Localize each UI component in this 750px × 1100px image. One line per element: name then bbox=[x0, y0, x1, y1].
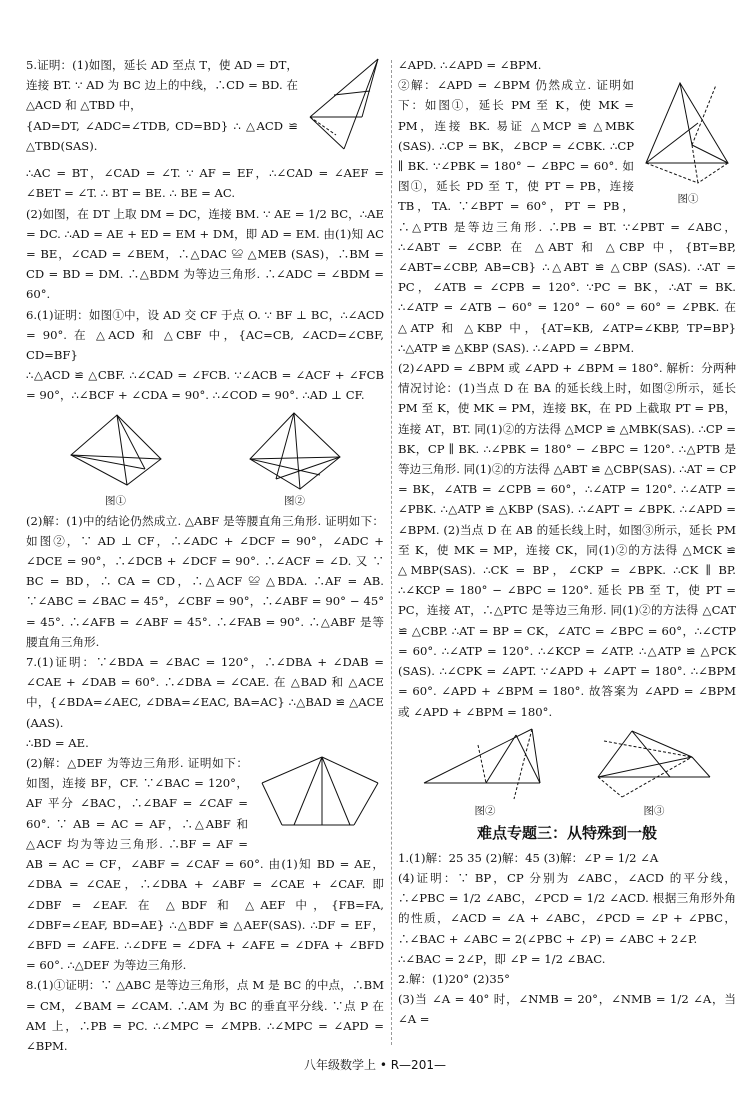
triangle-diagram-7 bbox=[254, 753, 384, 833]
answer-6-part1: 6.(1)证明：如图①中，设 AD 交 CF 于点 O. ∵ BF ⊥ BC，∴∠ACD = 90°. 在 △ACD 和 △CBF 中，{AC=CB, ∠ACD=∠CBF, CD=BF} bbox=[26, 307, 384, 363]
triangle-diagram-8-2 bbox=[420, 725, 550, 805]
triangle-diagram-8-1 bbox=[640, 75, 736, 193]
section-item-4: 2.解：(1)20° (2)35° bbox=[398, 971, 510, 986]
answer-5-part2: (2)如图，在 DT 上取 DM = DC，连接 BM. ∵ AE = 1/2 BC，∴AE = DC. ∴AD = AE + ED = EM + DM，即 AD = EM. 由(1)知 AC = BE，∠CAD = ∠BEM，∴△DAC ≌ △MEB (SAS)，∴BM = CD = BD = DM. ∴△BDM 为等边三角形. ∴∠ADC = ∠BDM = 60°. bbox=[26, 206, 384, 302]
right-column bbox=[398, 55, 736, 1030]
figure-8-2-caption: 图② bbox=[474, 804, 496, 817]
answer-8-part1: 8.(1)①证明：∵ △ABC 是等边三角形，点 M 是 BC 的中点，∴BM = CM，∠BAM = ∠CAM. ∴AM 为 BC 的垂直平分线. ∵点 P 在 AM 上，∴PB = PC. ∴∠MPC = ∠MPB. ∴∠MPC = ∠APD = ∠BPM. bbox=[26, 978, 384, 1053]
section-item-1: 1.(1)解：25 35 (2)解：45 (3)解：∠P = 1/2 ∠A bbox=[398, 850, 659, 865]
figure-6-1 bbox=[61, 409, 171, 508]
left-column bbox=[26, 55, 384, 1056]
answer-6-conclusion: ∴△ACD ≌ △CBF. ∴∠CAD = ∠FCB. ∵∠ACB = ∠ACF + ∠FCB = 90°，∴∠BCF + ∠CDA = 90°. ∴∠COD = 90°. ∴AD ⊥ CF. bbox=[26, 368, 384, 403]
answer-7-result: ∴BD = AE. bbox=[26, 735, 89, 750]
figure-6-2 bbox=[240, 409, 350, 508]
square-diagram-6-1 bbox=[61, 409, 171, 495]
figure-problem-7 bbox=[254, 753, 384, 839]
figure-8-1-caption: 图① bbox=[677, 193, 699, 206]
answer-7-part2: (2)解：△DEF 为等边三角形. 证明如下：如图，连接 BF，CF. ∵∠BAC = 120°，AF 平分 ∠BAC，∴∠BAF = ∠CAF = 60°. ∵ AB = AC = AF，∴△ABF 和 △ACF 均为等边三角形. ∴BF = AF = AB = AC = CF，∠ABF = ∠CAF = 60°. 由(1)知 BD = AE，∠DBA = ∠CAE，∴∠DBA + ∠ABF = ∠CAE + ∠CAF. 即 ∠DBF = ∠EAF. 在 △BDF 和 △AEF 中，{FB=FA, ∠DBF=∠EAF, BD=AE} ∴△BDF ≌ △AEF(SAS). ∴DF = EF，∠BFD = ∠AFE. ∴∠DFE = ∠DFA + ∠AFE = ∠DFA + ∠BFD = 60°. ∴△DEF 为等边三角形. bbox=[26, 756, 384, 973]
figure-8-2 bbox=[420, 725, 550, 818]
triangle-diagram-5 bbox=[304, 55, 384, 155]
triangle-diagram-8-3 bbox=[594, 725, 714, 805]
column-divider bbox=[391, 60, 392, 1045]
answer-7-part1: 7.(1)证明：∵∠BDA = ∠BAC = 120°，∴∠DBA + ∠DAB = ∠CAE + ∠DAB = 60°. ∴∠DBA = ∠CAE. 在 △BAD 和 △ACE 中，{∠BDA=∠AEC, ∠DBA=∠EAC, BA=AC} ∴△BAD ≌ △ACE (AAS). bbox=[26, 655, 384, 730]
section-item-2: (4)证明：∵ BP，CP 分别为 ∠ABC，∠ACD 的平分线，∴∠PBC = 1/2 ∠ABC，∠PCD = 1/2 ∠ACD. 根据三角形外角的性质，∠ACD = ∠A + ∠ABC，∠PCD = ∠P + ∠PBC，∴∠BAC + ∠ABC = 2(∠PBC + ∠P) = ∠ABC + 2∠P. bbox=[398, 870, 736, 946]
figure-8-1 bbox=[640, 75, 736, 206]
figures-problem-6 bbox=[26, 409, 384, 508]
figure-8-3 bbox=[594, 725, 714, 818]
figure-8-3-caption: 图③ bbox=[643, 804, 665, 817]
figure-problem-5 bbox=[304, 55, 384, 161]
answer-5-system: {AD=DT, ∠ADC=∠TDB, CD=BD} ∴ △ACD ≌ △TBD(SAS). bbox=[26, 118, 298, 153]
section-item-3: ∴∠BAC = 2∠P，即 ∠P = 1/2 ∠BAC. bbox=[398, 951, 606, 966]
section-title: 难点专题三：从特殊到一般 bbox=[476, 823, 657, 842]
answer-5-conclusion: ∴AC = BT，∠CAD = ∠T. ∵ AF = EF，∴∠CAD = ∠AEF = ∠BET = ∠T. ∴ BT = BE. ∴ BE = AC. bbox=[26, 166, 384, 201]
square-diagram-6-2 bbox=[240, 409, 350, 495]
answer-5-part1: 5.证明：(1)如图，延长 AD 至点 T，使 AD = DT，连接 BT. ∵ AD 为 BC 边上的中线，∴CD = BD. 在 △ACD 和 △TBD 中， bbox=[26, 58, 298, 113]
page-footer: 八年级数学上 • R—201— bbox=[304, 1058, 446, 1072]
answer-8-continued: ∠APD. ∴∠APD = ∠BPM. bbox=[398, 58, 542, 72]
figures-8-2-3 bbox=[398, 725, 736, 818]
answer-6-part2: (2)解：(1)中的结论仍然成立. △ABF 是等腰直角三角形. 证明如下：如图②，∵ AD ⊥ CF，∴∠ADC + ∠DCF = 90°，∠ADC + ∠DCE = 90°，∴∠DCB + ∠DCF = 90°. ∴∠ACF = ∠D. 又 ∵ BC = BD，∴ CA = CD，∴△ACF ≌ △BDA. ∴AF = AB. ∵∠ABC = ∠BAC = 45°，∠CBF = 90°，∴∠ABF = 90° − 45° = 45°. ∴∠AFB = ∠ABF = 45°. ∴∠FAB = 90°. ∴△ABF 是等腰直角三角形. bbox=[26, 513, 384, 649]
section-item-5: (3)当 ∠A = 40° 时，∠NMB = 20°，∠NMB = 1/2 ∠A，当 ∠A = bbox=[398, 992, 736, 1027]
answer-8-part2: ②解：∠APD = ∠BPM 仍然成立. 证明如下：如图①，延长 PM 至 K，使 MK = PM，连接 BK. 易证 △MCP ≌ △MBK (SAS). ∴CP = BK，∠BCP = ∠CBK. ∴CP ∥ BK. ∵∠PBK = 180° − ∠BPC = 60°. 如图①，延长 PD 至 T，使 PT = PB，连接 TB，TA. ∵∠BPT = 60°，PT = PB，∴△PTB 是等边三角形. ∴PB = BT. ∵∠PBT = ∠ABC，∴∠ABT = ∠CBP. 在 △ABT 和 △CBP 中，{BT=BP, ∠ABT=∠CBP, AB=CB} ∴△ABT ≌ △CBP (SAS). ∴AT = PC，∠ATB = ∠CPB = 120°. ∵PC = BK，∴AT = BK. ∴∠ATP = ∠ATB − 60° = 120° − 60° = 60° = ∠PBK. 在 △ATP 和 △KBP 中，{AT=KB, ∠ATP=∠KBP, TP=BP} ∴△ATP ≌ △KBP (SAS). ∴∠APD = ∠BPM. bbox=[398, 78, 736, 355]
figure-6-2-caption: 图② bbox=[284, 494, 305, 507]
answer-8-part3: (2)∠APD = ∠BPM 或 ∠APD + ∠BPM = 180°. 解析：分两种情况讨论：(1)当点 D 在 BA 的延长线上时，如图②所示，延长 PM 至 K，使 MK = PM，连接 BK，在 PD 上截取 PT = PB，连接 AT，BT. 同(1)②的方法得 △MCP ≌ △MBK(SAS). ∴CP = BK，CP ∥ BK. ∴∠PBK = 180° − ∠BPC = 120°. ∴△PTB 是等边三角形. 同(1)②的方法得 △ABT ≌ △CBP(SAS). ∴AT = CP = BK，∠ATB = ∠CPB = 60°，∴∠ATP = 120°. ∴∠ATP = ∠PBK. ∴△ATP ≌ △KBP (SAS). ∴∠APT = ∠BPK. ∴∠APD = ∠BPM. (2)当点 D 在 AB 的延长线上时，如图③所示，延长 PM 至 K，使 MK = MP，连接 CK，同(1)②的方法得 △MCK ≌ △MBP(SAS). ∴CK = BP，∠CKP = ∠BPK. ∴CK ∥ BP. ∴∠KCP = 180° − ∠BPC = 120°. 延长 PB 至 T，使 PT = PC，连接 AT，∴△PTC 是等边三角形. 同(1)②的方法得 △CAT ≌ △CBP. ∴AT = BP = CK，∠ATC = ∠BPC = 60°，∴∠CTP = 60°. ∴∠ATP = 120°. ∴∠KCP = ∠ATP. ∴△ATP ≌ △PCK (SAS). ∴∠CPK = ∠APT. ∵∠APD + ∠APT = 180°. ∴∠BPM = 60°. ∠APD + ∠BPM = 180°. 故答案为 ∠APD = ∠BPM 或 ∠APD + ∠BPM = 180°. bbox=[398, 361, 736, 719]
figure-6-1-caption: 图① bbox=[105, 494, 126, 507]
